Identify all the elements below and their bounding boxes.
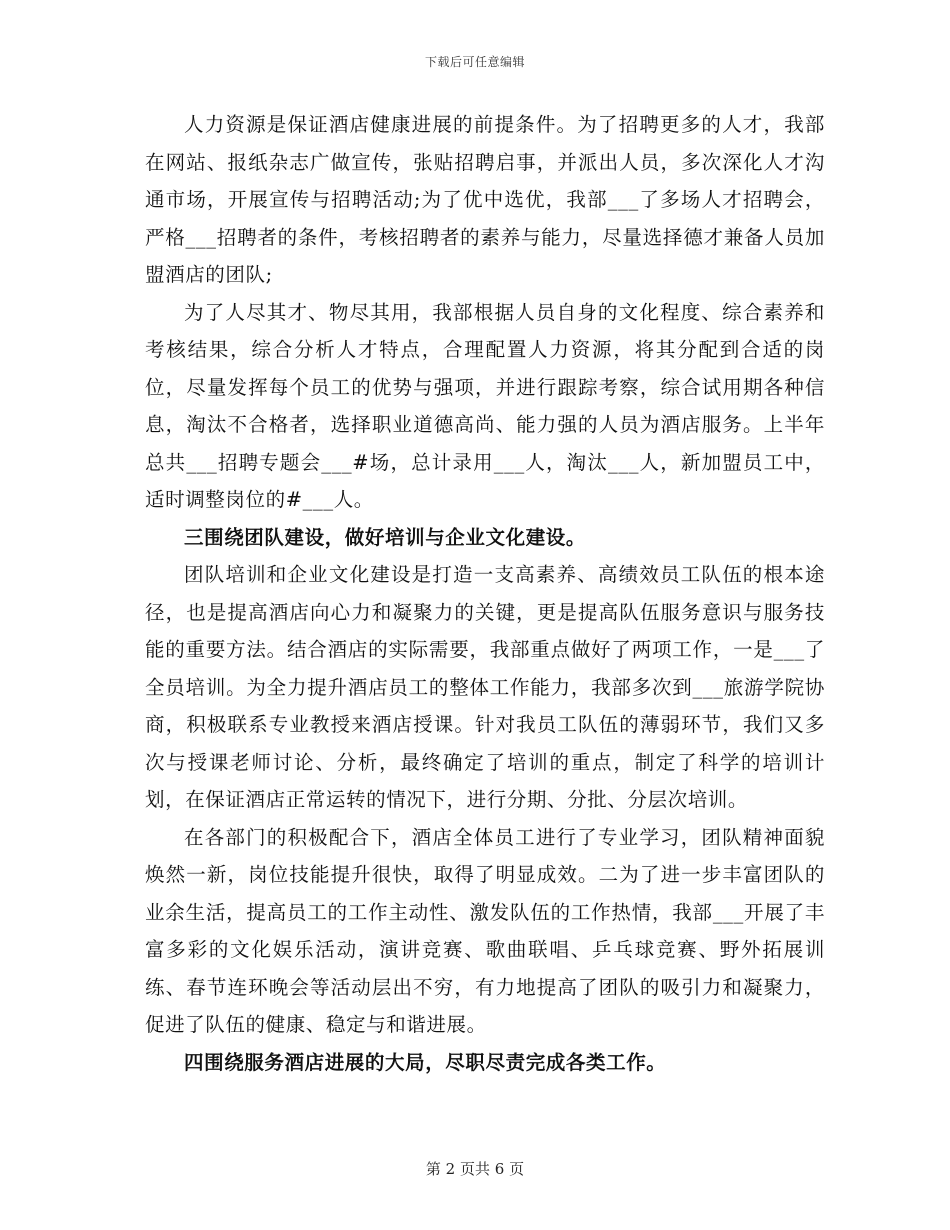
section-heading-hotel-service: 四围绕服务酒店进展的大局，尽职尽责完成各类工作。	[184, 1050, 667, 1074]
page-header: 下载后可任意编辑	[424, 55, 525, 69]
paragraph-training: 团队培训和企业文化建设是打造一支高素养、高绩效员工队伍的根本途径，也是提高酒店向心力和凝聚力的关键，更是提高队伍服务意识与服务技能的重要方法。结合酒店的实际需要，我部重点做好了两项工作，一是___了全员培训。为全力提升酒店员工的整体工作能力，我部多次到___旅游学院协商，积极联系专业教授来酒店授课。针对我员工队伍的薄弱环节，我们又多次与授课老师讨论、分析，最终确定了培训的重点，制定了科学的培训计划，在保证酒店正常运转的情况下，进行分期、分批、分层次培训。	[145, 563, 825, 811]
document-body	[145, 106, 825, 1081]
paragraph-staff-allocation: 为了人尽其才、物尽其用，我部根据人员自身的文化程度、综合素养和考核结果，综合分析人才特点，合理配置人力资源，将其分配到合适的岗位，尽量发挥每个员工的优势与强项，并进行跟踪考察，综合试用期各种信息，淘汰不合格者，选择职业道德高尚、能力强的人员为酒店服务。上半年总共___招聘专题会___#场，总计录用___人，淘汰___人，新加盟员工中，适时调整岗位的#___人。	[145, 300, 825, 511]
page-footer: 第 2 页共 6 页	[425, 1160, 525, 1178]
paragraph-recruitment: 人力资源是保证酒店健康进展的前提条件。为了招聘更多的人才，我部在网站、报纸杂志广做宣传，张贴招聘启事，并派出人员，多次深化人才沟通市场，开展宣传与招聘活动;为了优中选优，我部___了多场人才招聘会，严格___招聘者的条件，考核招聘者的素养与能力，尽量选择德才兼备人员加盟酒店的团队;	[145, 113, 825, 286]
section-heading-team-building: 三围绕团队建设，做好培训与企业文化建设。	[184, 525, 587, 549]
paragraph-culture-activities: 在各部门的积极配合下，酒店全体员工进行了专业学习，团队精神面貌焕然一新，岗位技能提升很快，取得了明显成效。二为了进一步丰富团队的业余生活，提高员工的工作主动性、激发队伍的工作热情，我部___开展了丰富多彩的文化娱乐活动，演讲竞赛、歌曲联唱、乒乓球竞赛、野外拓展训练、春节连环晚会等活动层出不穷，有力地提高了团队的吸引力和凝聚力，促进了队伍的健康、稳定与和谐进展。	[145, 825, 825, 1036]
